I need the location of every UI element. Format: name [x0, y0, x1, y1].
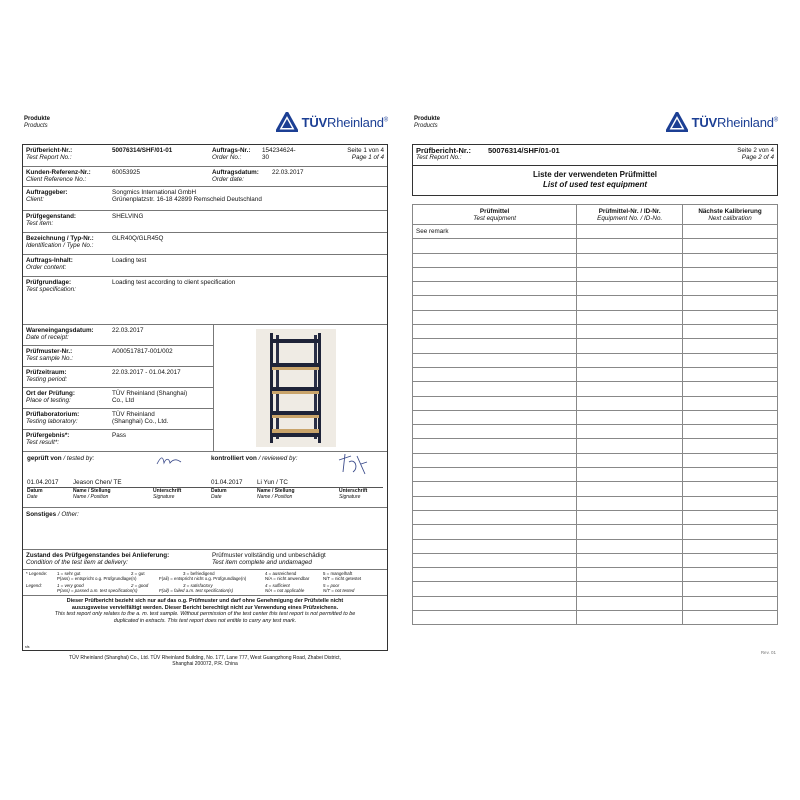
disclaimer: Dieser Prüfbericht bezieht sich nur auf das o.g. Prüfmuster und darf ohne Genehmigung der Prüfstelle nicht auszugsweise vervielfältigt werden. Dieser Bericht berechtigt nicht zur Verwendung eines Prüfzeichens. This test report only relates to the a. m. test sample. Without permission of the test center this test report is not permitted to be duplicated in extracts. This test report does not entitle to carry any test mark.	[54, 598, 356, 624]
report-number-row: Prüfbericht-Nr.: Test Report No.: 50076314/SHF/01-01 Auftrags-Nr.: Order No.: 154234624- 30 Seite 1 von 4 Page 1 of 4	[23, 145, 387, 167]
table-row	[413, 339, 778, 353]
sample-row: Prüfmuster-Nr.: Test sample No.: A000517817-001/002	[23, 346, 213, 367]
test-item-row: Prüfgegenstand: Test item: SHELVING	[23, 211, 387, 233]
signature-section: geprüft von / tested by: kontrolliert von / reviewed by: 01.04.2017 Jeason Chen/ TE 01.04.2017 Li Yun / TC Datum Date Name / Stellung Name / Position Unterschrift Signature Datum Date Name / Stellung Name / Position Unterschrift Signature	[23, 452, 387, 508]
table-row	[413, 396, 778, 410]
sample-section	[23, 325, 387, 452]
condition-row: Zustand des Prüfgegenstandes bei Anlieferung: Condition of the test item at delivery: Prüfmuster vollständig und unbeschädigt Test item complete and undamaged	[23, 550, 387, 570]
tuv-triangle-icon	[666, 112, 688, 132]
table-row: See remark	[413, 225, 778, 239]
table-row	[413, 310, 778, 324]
table-row	[413, 596, 778, 610]
table-row	[413, 425, 778, 439]
report-number-box: Prüfbericht-Nr.: Test Report No.: 50076314/SHF/01-01 Seite 2 von 4 Page 2 of 4	[412, 144, 778, 166]
products-label: Produkte Products	[24, 116, 51, 129]
tester-signature-icon	[155, 454, 183, 468]
lab-row: Prüflaboratorium: Testing laboratory: TÜV Rheinland (Shanghai) Co., Ltd.	[23, 409, 213, 430]
list-title-box: Liste der verwendeten Prüfmittel List of used test equipment	[412, 166, 778, 196]
revision-label: Rev. 01	[760, 650, 776, 655]
page-header	[412, 110, 778, 144]
client-row: Auftraggeber: Client: Songmics International GmbH Grünenplatzstr. 16-18 42899 Remscheid Deutschland	[23, 187, 387, 211]
table-row	[413, 611, 778, 625]
other-section: Sonstiges / Other:	[23, 508, 387, 550]
table-row	[413, 496, 778, 510]
tuv-logo: TÜVRheinland®	[276, 112, 388, 132]
equipment-table	[412, 204, 778, 625]
table-row	[413, 239, 778, 253]
table-row	[413, 453, 778, 467]
product-photo-area	[214, 325, 387, 451]
table-row	[413, 582, 778, 596]
table-row	[413, 367, 778, 381]
table-row	[413, 510, 778, 524]
table-row	[413, 553, 778, 567]
result-row: Prüfergebnis*: Test result*: Pass	[26, 432, 126, 447]
col-next-calibration: Nächste Kalibrierung Next calibration	[683, 205, 778, 225]
tuv-triangle-icon	[276, 112, 298, 132]
table-row	[413, 353, 778, 367]
receipt-row: Wareneingangsdatum: Date of receipt: 22.03.2017	[23, 325, 213, 346]
order-content-row: Auftrags-Inhalt: Order content: Loading test	[23, 255, 387, 277]
table-row	[413, 439, 778, 453]
legend-section: * Legende: 1 = sehr gut 2 = gut 3 = befriedigend 4 = ausreichend 5 = mangelhaft P(ass) = entspricht o.g. Prüfgrundlage(n) F(ail) = entspricht nicht o.g. Prüfgrundlage(n) N/A = nicht anwendbar N/T = nicht getestet Legend: 1 = very good 2 = good 3 = satisfactory 4 = sufficient 5 = poor P(ass) = passed a.m. test specification(s) F(ail) = failed a.m. test specification(s) N/A = not applicable N/T = not tested	[23, 570, 387, 596]
test-spec-row: Prüfgrundlage: Test specification: Loading test according to client specification	[23, 277, 387, 325]
reviewer-signature-icon	[335, 452, 369, 478]
table-row	[413, 282, 778, 296]
table-row	[413, 468, 778, 482]
period-row: Prüfzeitraum: Testing period: 22.03.2017 - 01.04.2017	[23, 367, 213, 388]
identification-row: Bezeichnung / Typ-Nr.: Identification / Type No.: GLR40Q/GLR45Q	[23, 233, 387, 255]
table-row	[413, 296, 778, 310]
products-label: Produkte Products	[414, 116, 441, 129]
equipment-table-wrap	[412, 204, 778, 625]
table-row	[413, 410, 778, 424]
report-frame	[22, 144, 388, 651]
table-row	[413, 568, 778, 582]
report-page-2	[412, 110, 778, 655]
table-row	[413, 267, 778, 281]
tuv-logo: TÜVRheinland®	[666, 112, 778, 132]
col-equipment: Prüfmittel Test equipment	[413, 205, 577, 225]
form-code: sfs	[25, 645, 30, 649]
table-row	[413, 325, 778, 339]
report-page-1	[22, 110, 388, 667]
table-row	[413, 382, 778, 396]
table-row	[413, 525, 778, 539]
shelving-photo-icon	[256, 329, 336, 447]
table-row	[413, 539, 778, 553]
client-ref-row: Kunden-Referenz-Nr.: Client Reference No.: 60053925 Auftragsdatum: Order date: 22.03.2017	[23, 167, 387, 187]
table-row	[413, 253, 778, 267]
page-header	[22, 110, 388, 144]
col-equipment-no: Prüfmittel-Nr. / ID-Nr. Equipment No. / ID-No.	[577, 205, 683, 225]
table-row	[413, 482, 778, 496]
place-row: Ort der Prüfung: Place of testing: TÜV Rheinland (Shanghai) Co., Ltd	[23, 388, 213, 409]
page-footer: TÜV Rheinland (Shanghai) Co., Ltd. TÜV Rheinland Building, No. 177, Lane 777, West Guangzhong Road, Zhabei District, Shanghai 200072, P.R. China	[69, 655, 341, 667]
